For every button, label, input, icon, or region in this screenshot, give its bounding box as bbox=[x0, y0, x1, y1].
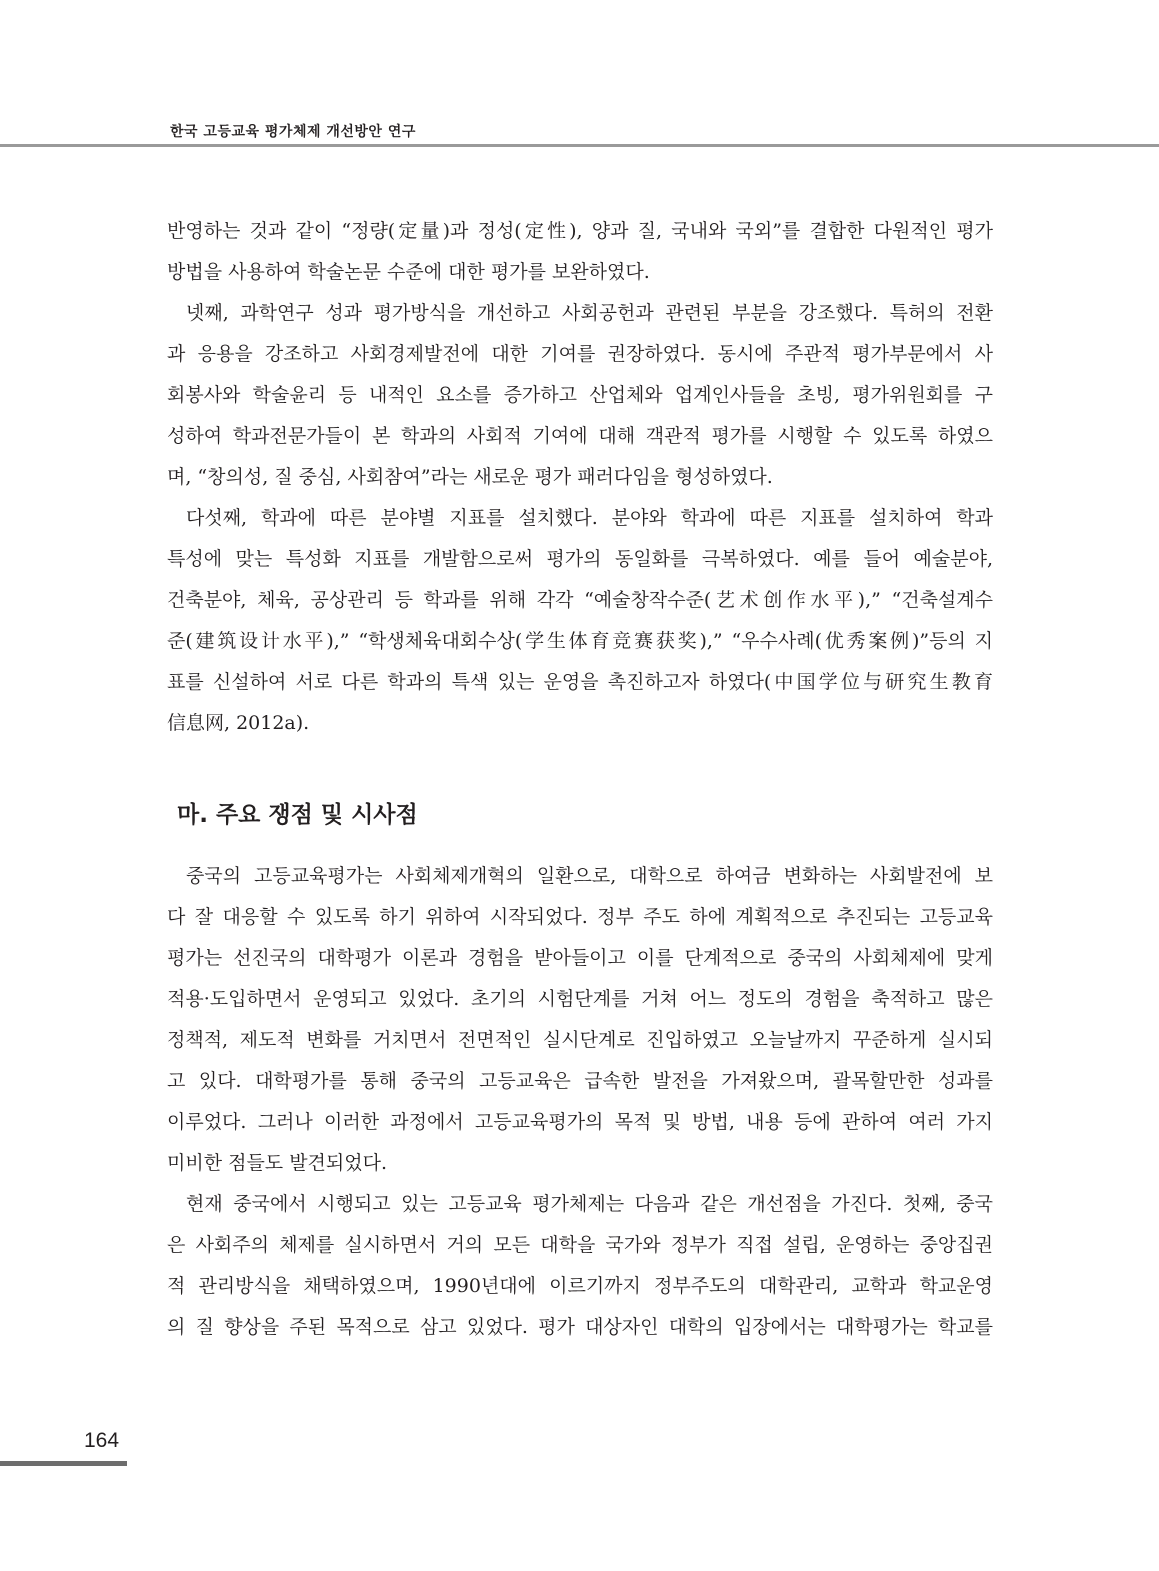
text-line: 중국의 고등교육평가는 사회체제개혁의 일환으로, 대학으로 하여금 변화하는 사회발전에 보 bbox=[186, 865, 993, 887]
text-line: 과 응용을 강조하고 사회경제발전에 대한 기여를 권장하였다. 동시에 주관적 평가부문에서 사 bbox=[167, 343, 993, 365]
text-line: 정책적, 제도적 변화를 거치면서 전면적인 실시단계로 진입하였고 오늘날까지 꾸준하게 실시되 bbox=[167, 1029, 993, 1051]
text-line: 표를 신설하여 서로 다른 학과의 특색 있는 운영을 촉진하고자 하였다(中国学位与研究生教育 bbox=[167, 671, 993, 693]
body-text-block-1 bbox=[167, 211, 993, 744]
text-line: 넷째, 과학연구 성과 평가방식을 개선하고 사회공헌과 관련된 부분을 강조했다. 특허의 전환 bbox=[186, 302, 993, 324]
text-line: 건축분야, 체육, 공상관리 등 학과를 위해 각각 “예술창작수준(艺术创作水平),” “건축설계수 bbox=[167, 589, 993, 611]
text-line: 信息网, 2012a). bbox=[167, 712, 310, 734]
text-line: 다 잘 대응할 수 있도록 하기 위하여 시작되었다. 정부 주도 하에 계획적으로 추진되는 고등교육 bbox=[167, 906, 993, 928]
text-line: 이루었다. 그러나 이러한 과정에서 고등교육평가의 목적 및 방법, 내용 등에 관하여 여러 가지 bbox=[167, 1111, 993, 1133]
page-number: 164 bbox=[84, 1429, 120, 1452]
text-line: 현재 중국에서 시행되고 있는 고등교육 평가체제는 다음과 같은 개선점을 가진다. 첫째, 중국 bbox=[186, 1193, 993, 1215]
text-line: 회봉사와 학술윤리 등 내적인 요소를 증가하고 산업체와 업계인사들을 초빙, 평가위원회를 구 bbox=[167, 384, 993, 406]
text-line: 적용·도입하면서 운영되고 있었다. 초기의 시험단계를 거쳐 어느 정도의 경험을 축적하고 많은 bbox=[167, 988, 993, 1010]
text-line: 적 관리방식을 채택하였으며, 1990년대에 이르기까지 정부주도의 대학관리, 교학과 학교운영 bbox=[167, 1275, 993, 1297]
section-heading: 마. 주요 쟁점 및 시사점 bbox=[177, 802, 418, 828]
body-text-block-2 bbox=[167, 856, 993, 1348]
text-line: 다섯째, 학과에 따른 분야별 지표를 설치했다. 분야와 학과에 따른 지표를 설치하여 학과 bbox=[186, 507, 993, 529]
footer-bar bbox=[0, 1461, 127, 1466]
text-line: 방법을 사용하여 학술논문 수준에 대한 평가를 보완하였다. bbox=[167, 261, 650, 283]
running-header: 한국 고등교육 평가체제 개선방안 연구 bbox=[170, 124, 416, 140]
text-line: 의 질 향상을 주된 목적으로 삼고 있었다. 평가 대상자인 대학의 입장에서는 대학평가는 학교를 bbox=[167, 1316, 993, 1338]
text-line: 성하여 학과전문가들이 본 학과의 사회적 기여에 대해 객관적 평가를 시행할 수 있도록 하였으 bbox=[167, 425, 993, 447]
text-line: 미비한 점들도 발견되었다. bbox=[167, 1152, 388, 1174]
text-line: 특성에 맞는 특성화 지표를 개발함으로써 평가의 동일화를 극복하였다. 예를 들어 예술분야, bbox=[167, 548, 993, 570]
text-line: 고 있다. 대학평가를 통해 중국의 고등교육은 급속한 발전을 가져왔으며, 괄목할만한 성과를 bbox=[167, 1070, 993, 1092]
text-line: 평가는 선진국의 대학평가 이론과 경험을 받아들이고 이를 단계적으로 중국의 사회체제에 맞게 bbox=[167, 947, 993, 969]
header-rule bbox=[0, 144, 1159, 147]
text-line: 준(建筑设计水平),” “학생체육대회수상(学生体育竞赛获奖),” “우수사례(优秀案例)”등의 지 bbox=[167, 630, 993, 652]
text-line: 반영하는 것과 같이 “정량(定量)과 정성(定性), 양과 질, 국내와 국외”를 결합한 다원적인 평가 bbox=[167, 220, 993, 242]
text-line: 며, “창의성, 질 중심, 사회참여”라는 새로운 평가 패러다임을 형성하였다. bbox=[167, 466, 773, 488]
text-line: 은 사회주의 체제를 실시하면서 거의 모든 대학을 국가와 정부가 직접 설립, 운영하는 중앙집권 bbox=[167, 1234, 993, 1256]
